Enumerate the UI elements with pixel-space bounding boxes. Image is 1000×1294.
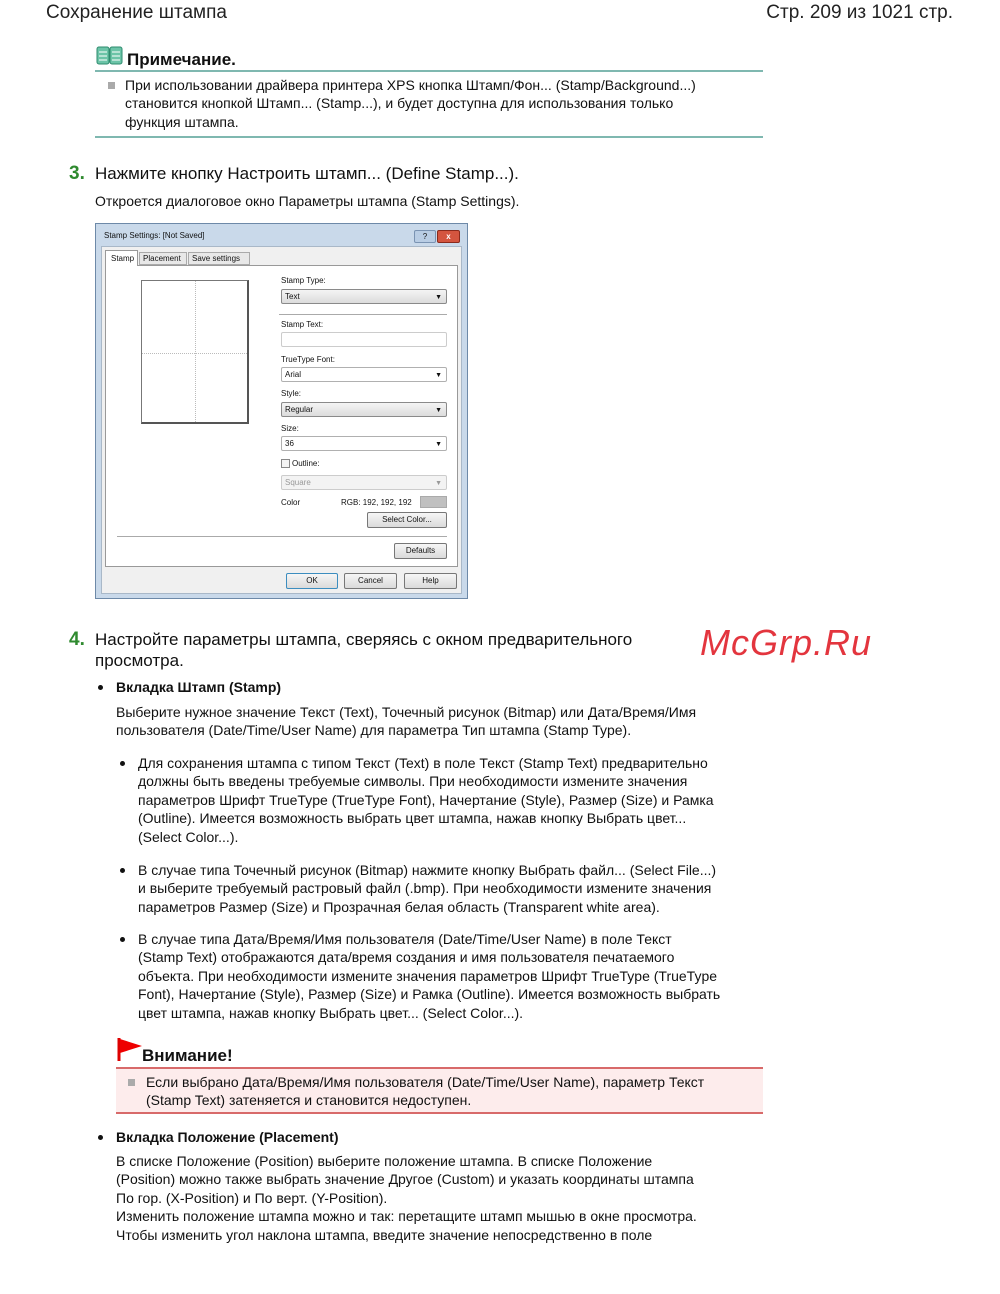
- text-line: параметров Размер (Size) и Прозрачная белая область (Transparent white area).: [138, 898, 660, 915]
- stamp-text-input[interactable]: [281, 332, 447, 347]
- red-flag-icon: [117, 1038, 143, 1062]
- chevron-down-icon: ▼: [435, 441, 442, 448]
- text-line: (Outline). Имеется возможность выбрать цвет штампа, нажав кнопку Выбрать цвет...: [138, 810, 687, 827]
- page-title: Сохранение штампа: [46, 2, 227, 23]
- tab-placement[interactable]: [139, 252, 187, 265]
- color-swatch: [420, 496, 447, 508]
- stamp-type-label: Stamp Type:: [281, 276, 326, 285]
- stamp-text-label: Stamp Text:: [281, 320, 324, 329]
- text-line: (Stamp Text) затеняется и становится недоступен.: [146, 1092, 472, 1109]
- step-text: Нажмите кнопку Настроить штамп... (Define Stamp...).: [95, 164, 519, 183]
- bullet-item: [120, 754, 714, 846]
- text-line: Если выбрано Дата/Время/Имя пользователя (Date/Time/User Name), параметр Текст: [146, 1074, 705, 1090]
- size-select[interactable]: [281, 436, 447, 451]
- note-text: [108, 76, 758, 131]
- text-line: должны быть введены требуемые символы. При необходимости измените значения: [138, 773, 688, 790]
- text-line: (Stamp Text) отображаются дата/время создания и имя пользователя печатаемого: [138, 949, 675, 966]
- caution-box: [116, 1038, 763, 1116]
- select-value: Text: [285, 292, 300, 301]
- text-line: В случае типа Точечный рисунок (Bitmap) нажмите кнопку Выбрать файл... (Select File...): [138, 862, 717, 878]
- style-label: Style:: [281, 389, 302, 398]
- text-line: Изменить положение штампа можно и так: перетащите штамп мышью в окне просмотра.: [116, 1208, 697, 1225]
- book-icon: [96, 46, 124, 66]
- chevron-down-icon: ▼: [435, 372, 442, 379]
- stamp-tab-heading: [98, 678, 281, 696]
- stamp-tab-intro: [116, 703, 696, 740]
- select-value: Regular: [285, 405, 314, 414]
- select-value: Arial: [285, 370, 302, 379]
- heading-text: Вкладка Положение (Placement): [116, 1129, 339, 1145]
- close-button[interactable]: [437, 230, 460, 243]
- note-box: [95, 45, 763, 138]
- select-value: 36: [285, 439, 294, 448]
- note-line: При использовании драйвера принтера XPS кнопка Штамп/Фон... (Stamp/Background...): [125, 77, 696, 93]
- text-line: и выберите требуемый растровый файл (.bmp). При необходимости измените значения: [138, 880, 712, 897]
- placement-text: [116, 1152, 697, 1244]
- heading-text: Вкладка Штамп (Stamp): [116, 679, 282, 695]
- close-icon: x: [446, 232, 451, 241]
- note-line: функция штампа.: [125, 113, 239, 130]
- text-line: пользователя (Date/Time/User Name) для параметра Тип штампа (Stamp Type).: [116, 722, 632, 739]
- cancel-button[interactable]: Cancel: [344, 573, 397, 589]
- tab-save-settings[interactable]: [188, 252, 250, 265]
- text-line: (Position) можно также выбрать значение Другое (Custom) и указать координаты штампа: [116, 1171, 694, 1188]
- chevron-down-icon: ▼: [435, 407, 442, 414]
- page-number: Стр. 209 из 1021 стр.: [766, 2, 953, 23]
- select-value: Square: [285, 478, 311, 487]
- color-value: RGB: 192, 192, 192: [341, 498, 412, 507]
- step-number: 4.: [69, 629, 85, 650]
- text-line: объекта. При необходимости измените значения параметров Шрифт TrueType (TrueType: [138, 967, 718, 984]
- text-line: Для сохранения штампа с типом Текст (Text) в поле Текст (Stamp Text) предварительно: [138, 755, 708, 771]
- tab-stamp[interactable]: [105, 250, 138, 266]
- text-line: В списке Положение (Position) выберите положение штампа. В списке Положение: [116, 1153, 653, 1169]
- stamp-settings-dialog: [95, 223, 468, 599]
- step-line: просмотра.: [95, 651, 184, 670]
- text-line: В случае типа Дата/Время/Имя пользователя (Date/Time/User Name) в поле Текст: [138, 931, 672, 947]
- defaults-button[interactable]: Defaults: [394, 543, 447, 559]
- font-select[interactable]: [281, 367, 447, 382]
- note-line: становится кнопкой Штамп... (Stamp...), и будет доступна для использования только: [125, 95, 674, 112]
- dialog-title: Stamp Settings: [Not Saved]: [104, 231, 205, 240]
- step-line: Настройте параметры штампа, сверяясь с окном предварительного: [95, 630, 633, 649]
- select-color-button[interactable]: Select Color...: [367, 512, 447, 528]
- outline-select[interactable]: [281, 475, 447, 490]
- text-line: параметров Шрифт TrueType (TrueType Font), Начертание (Style), Размер (Size) и Рамка: [138, 791, 714, 808]
- ok-button[interactable]: OK: [286, 573, 338, 589]
- bullet-item: [120, 930, 720, 1022]
- step-subtext: Откроется диалоговое окно Параметры штампа (Stamp Settings).: [95, 193, 520, 209]
- stamp-type-select[interactable]: [281, 289, 447, 304]
- text-line: Чтобы изменить угол наклона штампа, введите значение непосредственно в поле: [116, 1226, 653, 1243]
- watermark: McGrp.Ru: [700, 622, 873, 663]
- text-line: Font), Начертание (Style), Размер (Size) и Рамка (Outline). Имеется возможность выбрать: [138, 986, 721, 1003]
- chevron-down-icon: ▼: [435, 294, 442, 301]
- color-label: Color: [281, 498, 301, 507]
- tab-label: Placement: [143, 254, 181, 263]
- help-icon: ?: [422, 232, 428, 241]
- tab-label: Save settings: [192, 254, 241, 263]
- chevron-down-icon: ▼: [435, 480, 442, 487]
- text-line: По гор. (X-Position) и По верт. (Y-Position).: [116, 1189, 388, 1206]
- help-title-button[interactable]: [414, 230, 436, 243]
- size-label: Size:: [281, 424, 299, 433]
- font-label: TrueType Font:: [281, 355, 335, 364]
- help-button[interactable]: Help: [404, 573, 457, 589]
- outline-checkbox[interactable]: [281, 459, 290, 468]
- text-line: (Select Color...).: [138, 828, 239, 845]
- caution-title: Внимание!: [142, 1046, 233, 1065]
- outline-label: Outline:: [292, 459, 320, 468]
- tab-label: Stamp: [111, 254, 135, 263]
- text-line: цвет штампа, нажав кнопку Выбрать цвет... (Select Color...).: [138, 1004, 524, 1021]
- stamp-preview[interactable]: [141, 280, 249, 424]
- placement-tab-heading: [98, 1128, 339, 1146]
- text-line: Выберите нужное значение Текст (Text), Точечный рисунок (Bitmap) или Дата/Время/Имя: [116, 704, 697, 720]
- bullet-item: [120, 861, 716, 916]
- step-number: 3.: [69, 163, 85, 184]
- note-title: Примечание.: [127, 50, 236, 69]
- caution-text: [128, 1073, 704, 1110]
- style-select[interactable]: [281, 402, 447, 417]
- step-text: [95, 629, 632, 671]
